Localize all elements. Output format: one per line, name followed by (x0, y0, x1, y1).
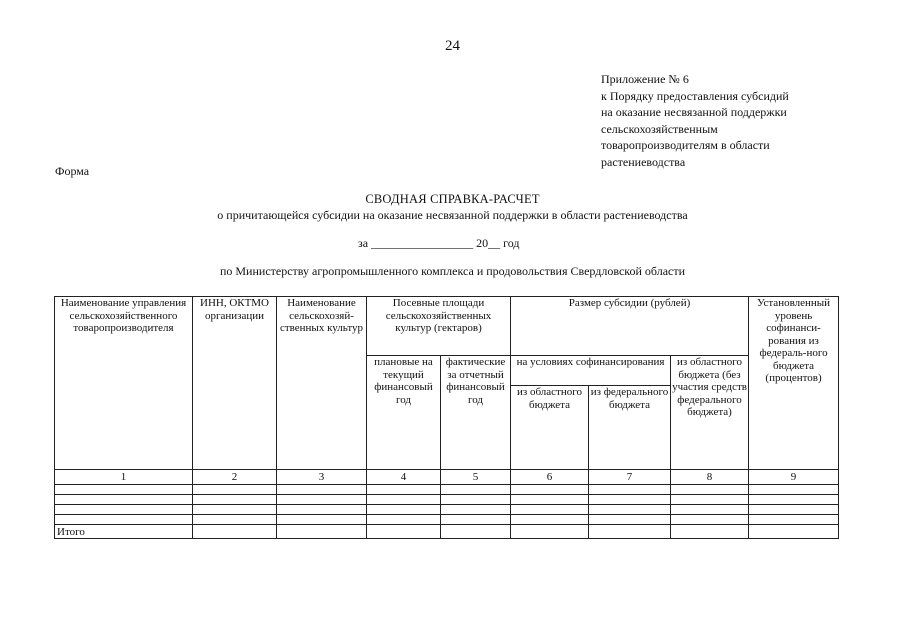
column-number: 9 (749, 470, 839, 485)
column-number: 5 (441, 470, 511, 485)
table-row (55, 485, 839, 495)
calculation-table (54, 296, 839, 539)
appendix-line: на оказание несвязанной поддержки (601, 105, 787, 120)
total-row (55, 525, 839, 539)
header-col-8: из областного бюджета (без участия средств федерального бюджета) (671, 356, 749, 470)
table-row (55, 505, 839, 515)
header-col-5: фактические за отчетный финансовый год (441, 356, 511, 470)
column-number: 6 (511, 470, 589, 485)
page-number: 24 (445, 38, 460, 54)
header-col-9: Установленный уровень софинанси-рования из федераль-ного бюджета (процентов) (749, 297, 839, 470)
column-number: 8 (671, 470, 749, 485)
appendix-line: товаропроизводителям в области (601, 138, 770, 153)
document-title: СВОДНАЯ СПРАВКА-РАСЧЕТ (365, 192, 540, 206)
header-col-6: из областного бюджета (511, 386, 589, 470)
ministry-line: по Министерству агропромышленного комплекса и продовольствия Свердловской области (219, 264, 686, 278)
appendix-line: Приложение № 6 (601, 72, 689, 86)
column-number: 3 (277, 470, 367, 485)
column-number: 4 (367, 470, 441, 485)
table-row (55, 515, 839, 525)
appendix-line: к Порядку предоставления субсидий (601, 88, 789, 103)
header-cofinancing-group: на условиях софинансирования (511, 356, 671, 386)
document-subtitle: о причитающейся субсидии на оказание несвязанной поддержки в области растениеводства (217, 208, 688, 222)
form-label: Форма (55, 164, 90, 178)
header-subsidy-group: Размер субсидии (рублей) (511, 297, 749, 356)
column-number: 2 (193, 470, 277, 485)
table-row (55, 495, 839, 505)
column-number-row (55, 470, 839, 485)
header-col-4: плановые на текущий финансовый год (367, 356, 441, 470)
period-line: за _________________ 20__ год (358, 236, 520, 250)
header-col-1: Наименование управления сельскохозяйственного товаропроизводителя (55, 297, 193, 470)
header-col-7: из федерального бюджета (589, 386, 671, 470)
total-label: Итого (55, 525, 193, 539)
column-number: 1 (55, 470, 193, 485)
appendix-line: растениеводства (601, 154, 686, 169)
header-col-3: Наименование сельскохозяй-ственных культур (277, 297, 367, 470)
appendix-block (601, 71, 891, 171)
header-col-2: ИНН, ОКТМО организации (193, 297, 277, 470)
header-areas-group: Посевные площади сельскохозяйственных культур (гектаров) (367, 297, 511, 356)
appendix-line: сельскохозяйственным (601, 121, 718, 136)
column-number: 7 (589, 470, 671, 485)
